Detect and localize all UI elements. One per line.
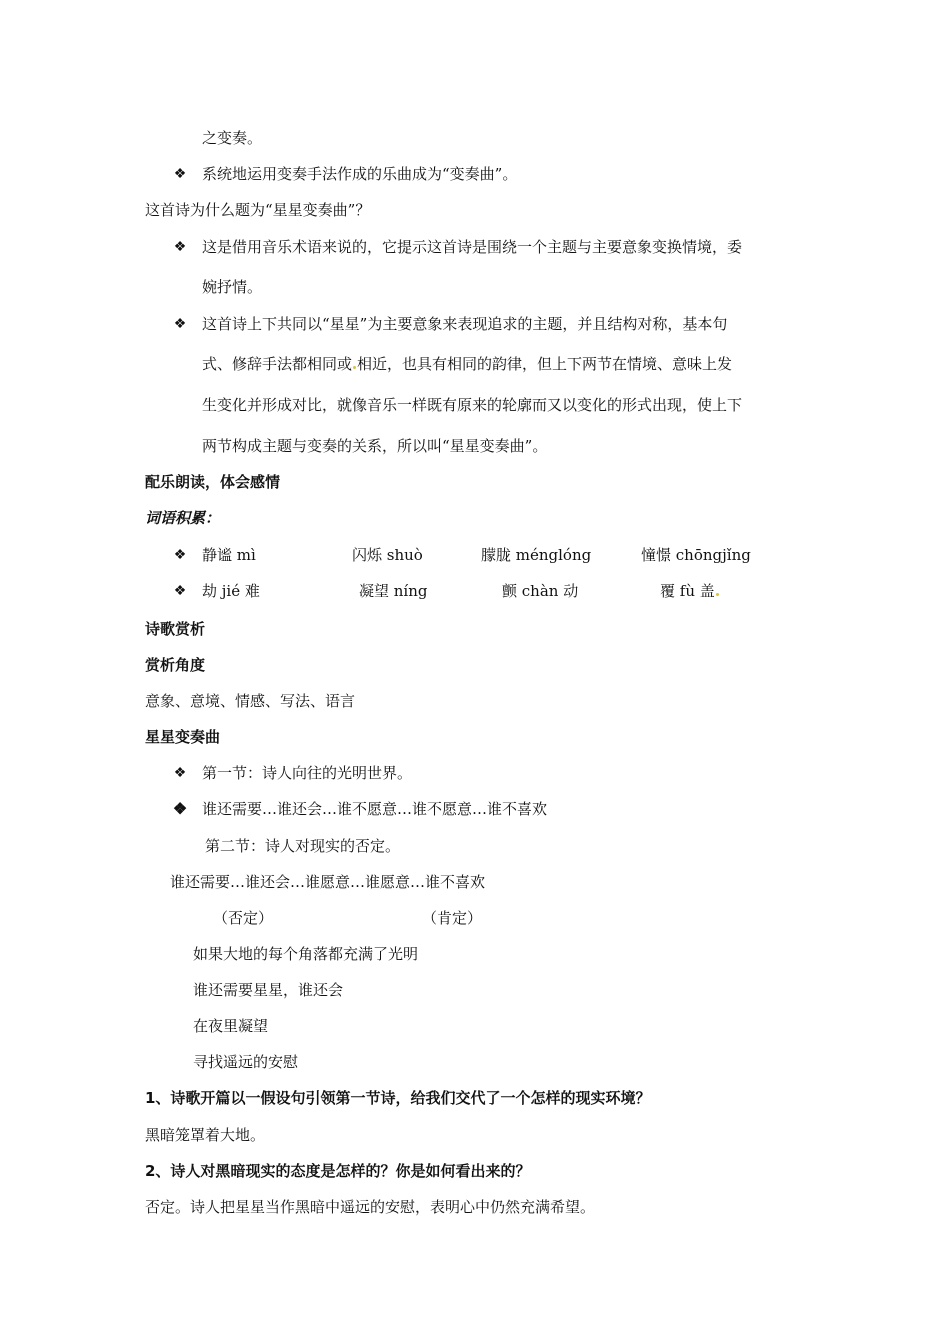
poem-line: 如果大地的每个角落都充满了光明 (193, 945, 419, 963)
section-heading: 星星变奏曲 (145, 728, 221, 746)
text-line (202, 354, 732, 374)
poem-line: 在夜里凝望 (193, 1017, 269, 1035)
vocab-text: 覆 fù 盖 (660, 582, 715, 600)
text-segment: 相近，也具有相同的韵律，但上下两节在情境、意味上发 (357, 355, 733, 373)
text-line: 这是借用音乐术语来说的，它提示这首诗是围绕一个主题与主要意象变换情境，委 (202, 238, 743, 256)
vocab-item: 劫 jié 难 (202, 582, 260, 600)
diamond-bullet-icon: ❖ (173, 765, 187, 781)
annotation-affirmation: （肯定） (422, 909, 483, 927)
text-segment: 式、修辞手法都相同或 (202, 355, 353, 373)
vocab-item (660, 581, 720, 601)
mark-dot-icon (353, 366, 356, 369)
text-line: 第二节：诗人对现实的否定。 (205, 837, 401, 855)
poem-line: 谁还需要星星，谁还会 (193, 981, 344, 999)
section-heading: 赏析角度 (145, 656, 206, 674)
text-line: 这首诗上下共同以“星星”为主要意象来表现追求的主题，并且结构对称，基本句 (202, 315, 728, 333)
question-line: 这首诗为什么题为“星星变奏曲”？ (145, 201, 371, 219)
vocab-item: 颤 chàn 动 (502, 582, 579, 600)
section-heading: 诗歌赏析 (145, 620, 206, 638)
text-line: 婉抒情。 (202, 278, 263, 296)
vocab-item: 憧憬 chōngjǐng (641, 546, 751, 564)
section-heading: 词语积累： (145, 509, 221, 527)
vocab-item: 闪烁 shuò (352, 546, 423, 564)
text-line: 生变化并形成对比，就像音乐一样既有原来的轮廓而又以变化的形式出现，使上下 (202, 396, 743, 414)
text-line: 之变奏。 (202, 129, 263, 147)
answer-line: 否定。诗人把星星当作黑暗中遥远的安慰，表明心中仍然充满希望。 (145, 1198, 596, 1216)
question-heading: 1、诗歌开篇以一假设句引领第一节诗，给我们交代了一个怎样的现实环境？ (145, 1089, 651, 1107)
text-line: 意象、意境、情感、写法、语言 (145, 692, 356, 710)
vocab-item: 静谧 mì (202, 546, 256, 564)
diamond-bullet-icon: ❖ (173, 239, 187, 255)
text-line: 两节构成主题与变奏的关系，所以叫“星星变奏曲”。 (202, 437, 548, 455)
vocab-item: 朦胧 ménglóng (481, 546, 592, 564)
mark-dot-icon (716, 593, 719, 596)
diamond-bullet-icon: ❖ (173, 583, 187, 599)
text-line: 谁还需要…谁还会…谁不愿意…谁不愿意…谁不喜欢 (202, 800, 548, 818)
diamond-bullet-icon: ❖ (173, 547, 187, 563)
diamond-bullet-icon: ❖ (173, 316, 187, 332)
vocab-item: 凝望 níng (359, 582, 428, 600)
diamond-bullet-icon: ❖ (172, 799, 188, 818)
poem-line: 寻找遥远的安慰 (193, 1053, 299, 1071)
annotation-negation: （否定） (213, 909, 274, 927)
answer-line: 黑暗笼罩着大地。 (145, 1126, 266, 1144)
question-heading: 2、诗人对黑暗现实的态度是怎样的？你是如何看出来的？ (145, 1162, 531, 1180)
section-heading: 配乐朗读，体会感情 (145, 473, 281, 491)
text-line: 谁还需要…谁还会…谁愿意…谁愿意…谁不喜欢 (170, 873, 486, 891)
text-line: 系统地运用变奏手法作成的乐曲成为“变奏曲”。 (202, 165, 518, 183)
text-line: 第一节：诗人向往的光明世界。 (202, 764, 413, 782)
diamond-bullet-icon: ❖ (173, 166, 187, 182)
